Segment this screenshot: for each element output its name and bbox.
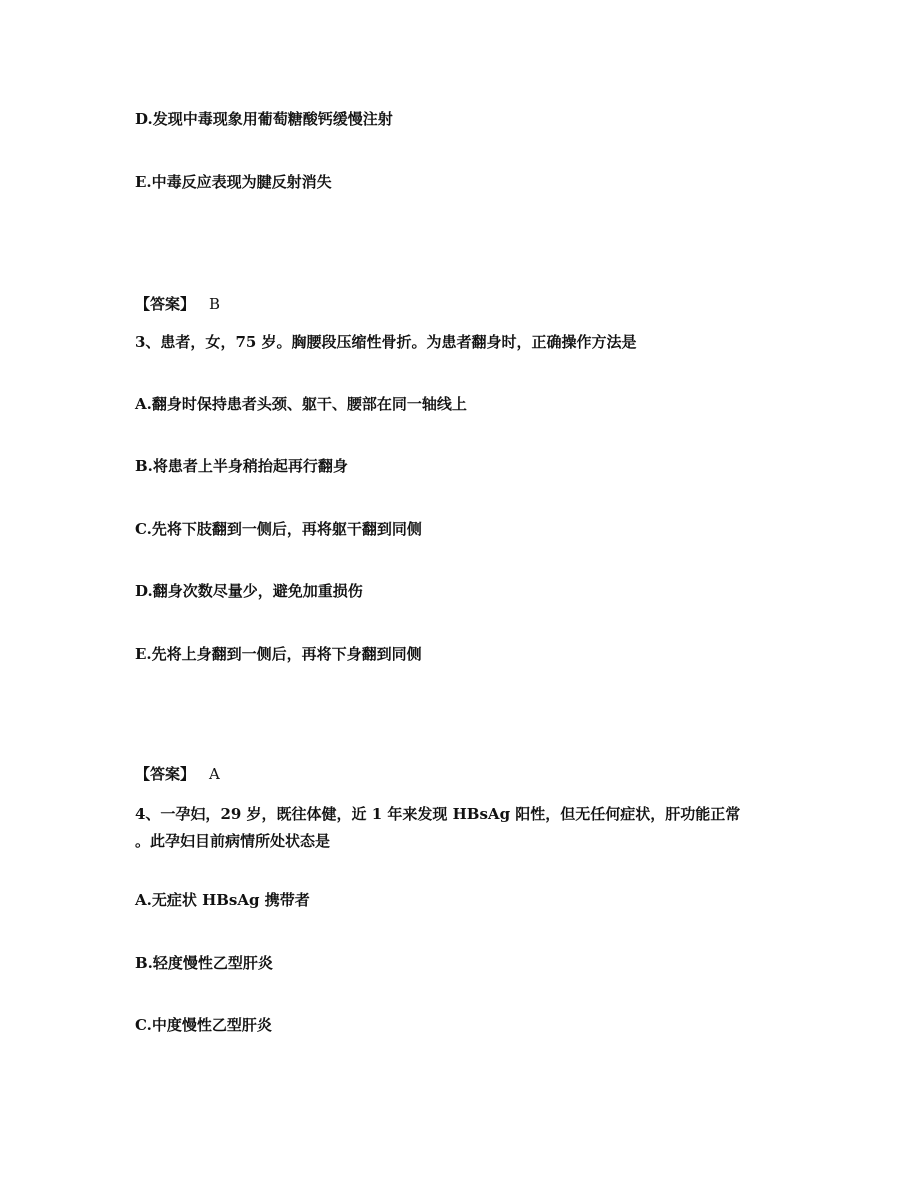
q3-option-e: E.先将上身翻到一侧后，再将下身翻到同侧 xyxy=(135,645,422,663)
q2-option-e: E.中毒反应表现为腱反射消失 xyxy=(135,173,332,191)
q3-option-d: D.翻身次数尽量少，避免加重损伤 xyxy=(135,582,363,600)
q4-option-b: B.轻度慢性乙型肝炎 xyxy=(135,954,273,972)
q4-stem-line-2: 。此孕妇目前病情所处状态是 xyxy=(135,832,331,850)
answer-2 xyxy=(135,293,220,315)
q3-option-a: A.翻身时保持患者头颈、躯干、腰部在同一轴线上 xyxy=(135,395,467,413)
answer-label: 【答案】 xyxy=(135,295,196,313)
answer-3 xyxy=(135,763,220,785)
q3-stem: 3、患者，女，75 岁。胸腰段压缩性骨折。为患者翻身时，正确操作方法是 xyxy=(135,333,637,351)
q4-option-c: C.中度慢性乙型肝炎 xyxy=(135,1016,272,1034)
q4-stem-line-1: 4、一孕妇，29 岁，既往体健，近 1 年来发现 HBsAg 阳性，但无任何症状，肝功能正常 xyxy=(135,805,741,823)
q4-option-a: A.无症状 HBsAg 携带者 xyxy=(135,891,310,909)
answer-value: B xyxy=(209,295,221,313)
q3-option-b: B.将患者上半身稍抬起再行翻身 xyxy=(135,457,348,475)
answer-label: 【答案】 xyxy=(135,765,196,783)
q3-option-c: C.先将下肢翻到一侧后，再将躯干翻到同侧 xyxy=(135,520,422,538)
answer-value: A xyxy=(209,765,220,783)
q2-option-d: D.发现中毒现象用葡萄糖酸钙缓慢注射 xyxy=(135,110,393,128)
